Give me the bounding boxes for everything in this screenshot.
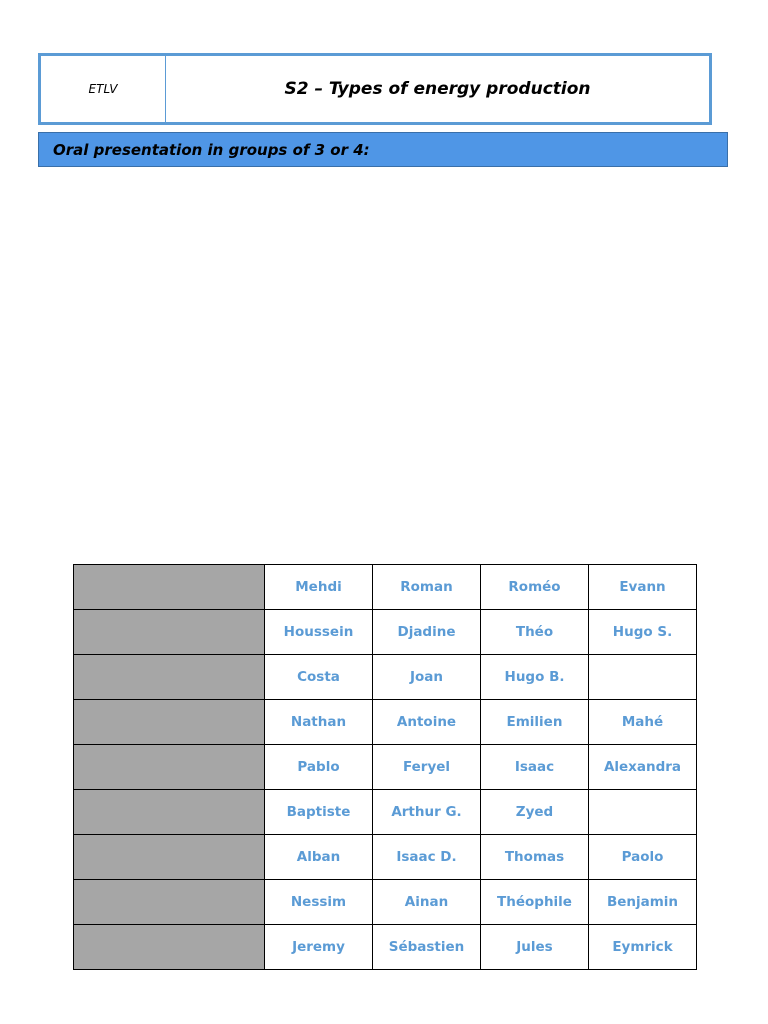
student-name: Feryel: [373, 745, 481, 790]
student-name: Mahé: [589, 700, 697, 745]
student-name: Jules: [481, 925, 589, 970]
student-name: Nathan: [265, 700, 373, 745]
student-name: Ainan: [373, 880, 481, 925]
group-row: [74, 655, 697, 700]
student-name: Hugo S.: [589, 610, 697, 655]
student-name: Emilien: [481, 700, 589, 745]
student-name: Antoine: [373, 700, 481, 745]
student-name: Roman: [373, 565, 481, 610]
group-topic-cell: [74, 655, 265, 700]
group-topic-cell: [74, 700, 265, 745]
group-row: [74, 745, 697, 790]
student-name: Mehdi: [265, 565, 373, 610]
student-name: Théo: [481, 610, 589, 655]
student-name: Théophile: [481, 880, 589, 925]
group-row: [74, 925, 697, 970]
group-topic-cell: [74, 565, 265, 610]
student-name: Baptiste: [265, 790, 373, 835]
student-name: Sébastien: [373, 925, 481, 970]
student-name: Hugo B.: [481, 655, 589, 700]
page-title: S2 – Types of energy production: [284, 79, 591, 99]
group-topic-cell: [74, 925, 265, 970]
header-box: [38, 53, 712, 125]
group-row: [74, 610, 697, 655]
student-name: Isaac D.: [373, 835, 481, 880]
student-name: Nessim: [265, 880, 373, 925]
student-name: Eymrick: [589, 925, 697, 970]
header-course-label: ETLV: [41, 56, 166, 122]
student-name: Evann: [589, 565, 697, 610]
student-name: Alexandra: [589, 745, 697, 790]
student-name: Costa: [265, 655, 373, 700]
group-row: [74, 835, 697, 880]
student-name: Roméo: [481, 565, 589, 610]
student-name: Thomas: [481, 835, 589, 880]
student-name: [589, 655, 697, 700]
student-name: Pablo: [265, 745, 373, 790]
group-row: [74, 880, 697, 925]
student-name: Isaac: [481, 745, 589, 790]
student-name: Houssein: [265, 610, 373, 655]
student-name: Benjamin: [589, 880, 697, 925]
student-name: Arthur G.: [373, 790, 481, 835]
student-name: Joan: [373, 655, 481, 700]
student-name: Alban: [265, 835, 373, 880]
groups-table: [73, 564, 697, 970]
group-topic-cell: [74, 610, 265, 655]
student-name: Zyed: [481, 790, 589, 835]
group-topic-cell: [74, 835, 265, 880]
student-name: Paolo: [589, 835, 697, 880]
group-row: [74, 565, 697, 610]
group-topic-cell: [74, 745, 265, 790]
group-topic-cell: [74, 880, 265, 925]
group-row: [74, 790, 697, 835]
group-row: [74, 700, 697, 745]
student-name: Djadine: [373, 610, 481, 655]
group-topic-cell: [74, 790, 265, 835]
section-banner: Oral presentation in groups of 3 or 4:: [38, 132, 728, 167]
student-name: Jeremy: [265, 925, 373, 970]
student-name: [589, 790, 697, 835]
